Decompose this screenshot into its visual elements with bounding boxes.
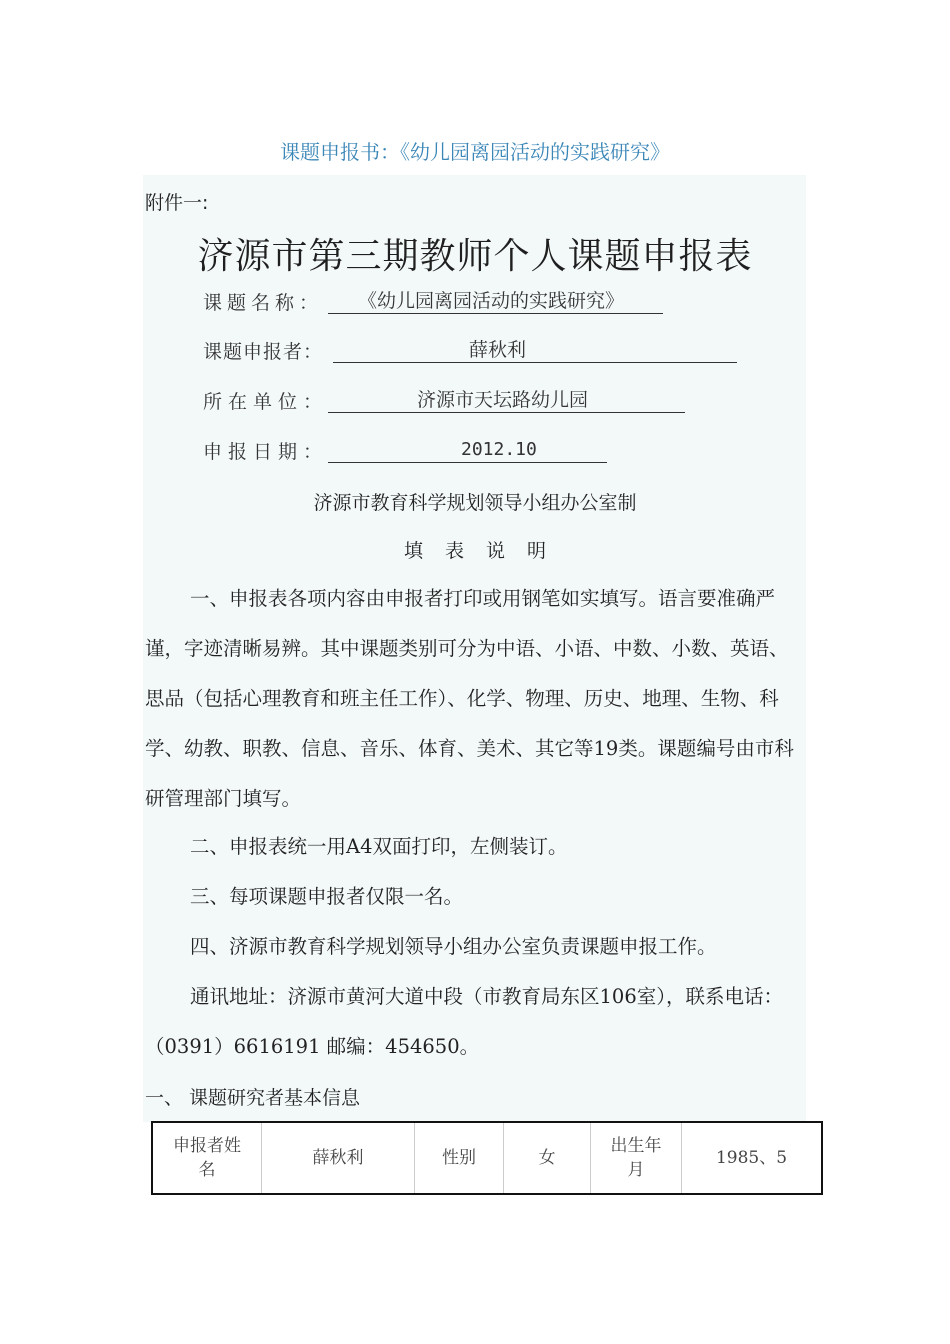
field-topic-value: 《幼儿园离园活动的实践研究》 bbox=[328, 288, 663, 314]
form-title: 济源市第三期教师个人课题申报表 bbox=[197, 236, 753, 277]
name-label: 申报者姓名 bbox=[173, 1136, 241, 1180]
birth-value-cell: 1985、5 bbox=[715, 1148, 788, 1168]
note-paragraph-5: 通讯地址：济源市黄河大道中段（市教育局东区106室），联系电话：（0391）6616191 邮编：454650。 bbox=[145, 985, 783, 1058]
birth-label-cell bbox=[591, 1122, 682, 1194]
note-paragraph-2: 二、申报表统一用A4双面打印，左侧装订。 bbox=[190, 835, 568, 858]
field-applicant bbox=[203, 337, 743, 367]
page-title: 课题申报书：《幼儿园离园活动的实践研究》 bbox=[280, 140, 670, 164]
researcher-info-table bbox=[151, 1121, 823, 1195]
field-date bbox=[203, 437, 623, 467]
field-date-label: 申报日期： bbox=[203, 441, 329, 463]
note-paragraph-4: 四、济源市教育科学规划领导小组办公室负责课题申报工作。 bbox=[190, 935, 717, 958]
attachment-label: 附件一: bbox=[145, 192, 209, 214]
birth-label: 出生年月 bbox=[610, 1136, 662, 1180]
field-unit bbox=[203, 387, 693, 417]
notes-title: 填表说明 bbox=[403, 540, 568, 562]
field-unit-label: 所在单位： bbox=[203, 391, 329, 413]
name-value-cell: 薛秋利 bbox=[262, 1122, 415, 1194]
field-topic-label: 课题名称： bbox=[203, 292, 324, 314]
section-heading: 一、 课题研究者基本信息 bbox=[145, 1087, 361, 1109]
field-unit-value: 济源市天坛路幼儿园 bbox=[328, 387, 685, 413]
table-row bbox=[152, 1122, 822, 1194]
note-paragraph-1: 一、申报表各项内容由申报者打印或用钢笔如实填写。语言要准确严谨，字迹清晰易辨。其中课题类别可分为中语、小语、中数、小数、英语、思品（包括心理教育和班主任工作）、化学、物理、历史、地理、生物、科学、幼教、职教、信息、音乐、体育、美术、其它等19类。课题编号由市科研管理部门填写。 bbox=[145, 587, 794, 810]
name-label-cell bbox=[152, 1122, 262, 1194]
organizer-line: 济源市教育科学规划领导小组办公室制 bbox=[313, 492, 637, 514]
field-applicant-value: 薛秋利 bbox=[333, 337, 737, 363]
field-applicant-label: 课题申报者： bbox=[203, 341, 324, 363]
field-topic bbox=[203, 288, 673, 318]
gender-label-cell: 性别 bbox=[415, 1122, 504, 1194]
gender-value-cell: 女 bbox=[504, 1122, 591, 1194]
field-date-value: 2012.10 bbox=[328, 437, 607, 463]
note-paragraph-3: 三、每项课题申报者仅限一名。 bbox=[190, 885, 464, 908]
